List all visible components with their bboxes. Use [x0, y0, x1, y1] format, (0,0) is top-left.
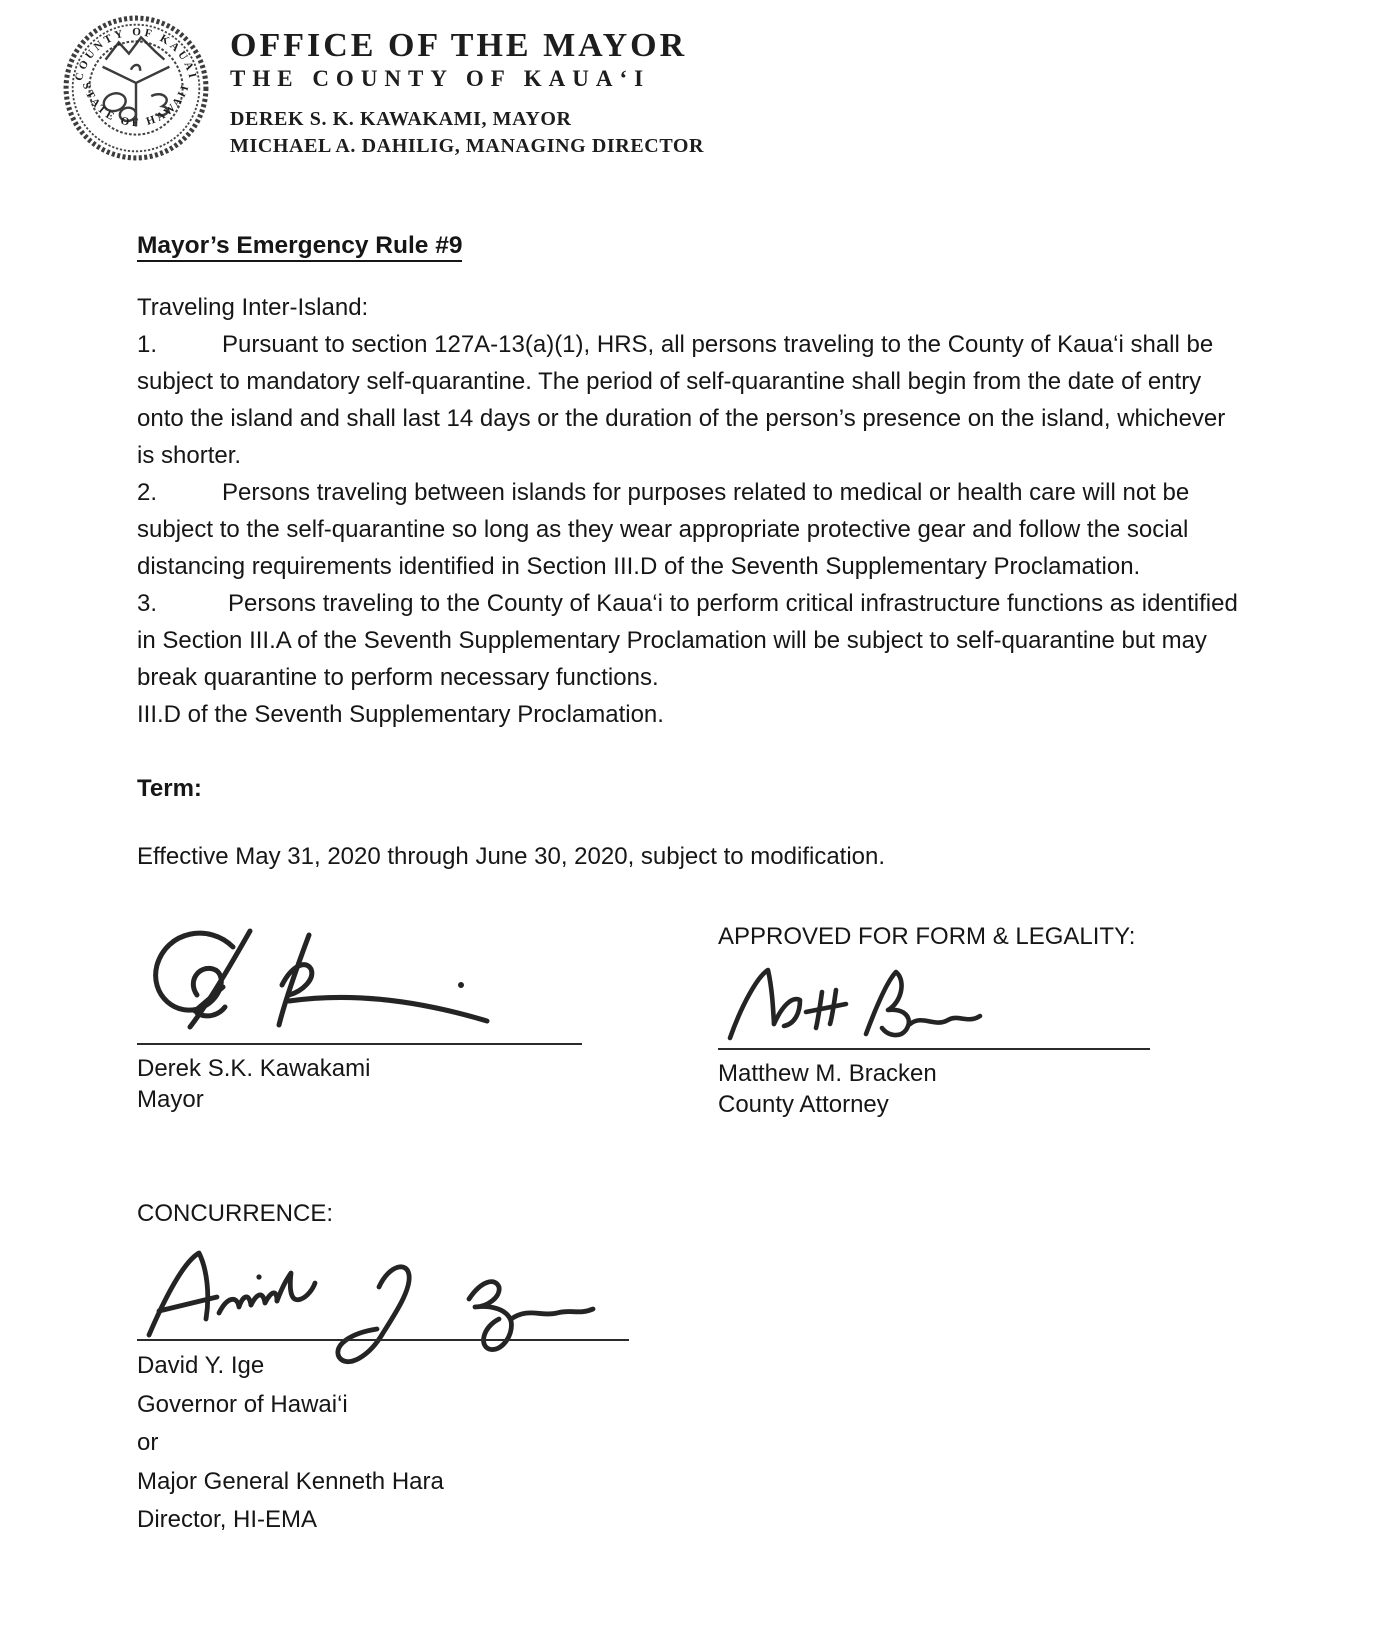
trailing-line: III.D of the Seventh Supplementary Proclamation. — [137, 701, 664, 728]
mayor-signature-line — [137, 1043, 582, 1045]
rule-item-2 — [137, 474, 1242, 585]
county-title: THE COUNTY OF KAUA‘I — [230, 66, 651, 91]
governor-signatory-title: Governor of Hawai‘i — [137, 1390, 348, 1418]
rule-item-3-text: Persons traveling to the County of Kaua‘i to perform critical infrastructure functions as identified in Section III.A of the Seventh Supplementary Proclamation will be subject to self-quarantine but may break quarantine to perform necessary functions. — [137, 590, 1238, 691]
mayor-signature-icon — [137, 921, 537, 1043]
mayor-signature-block — [137, 921, 597, 1115]
rule-item-3 — [137, 585, 1242, 696]
rule-item-2-text: Persons traveling between islands for purposes related to medical or health care will not be subject to the self-quarantine so long as they wear appropriate protective gear and follow the social distancing requirements identified in Section III.D of the Seventh Supplementary Proclamation. — [137, 479, 1190, 580]
section-heading: Traveling Inter-Island: — [137, 294, 369, 321]
signature-section — [137, 921, 1242, 1120]
letterhead-text — [230, 12, 704, 160]
alternate-signatory-name: Major General Kenneth Hara — [137, 1467, 444, 1495]
svg-text:STATE OF HAWAII: STATE OF HAWAII — [79, 81, 193, 130]
governor-signature-line — [137, 1339, 629, 1341]
governor-signatory-name: David Y. Ige — [137, 1352, 265, 1379]
rule-item-1-text: Pursuant to section 127A-13(a)(1), HRS, all persons traveling to the County of Kaua‘i shall be subject to mandatory self-quarantine. The period of self-quarantine shall begin from the date of entry onto the island and shall last 14 days or the duration of the person’s presence on the island, whichever is shorter. — [137, 331, 1226, 469]
alternative-word: or — [137, 1429, 159, 1456]
attorney-signature-block — [718, 921, 1163, 1120]
document-title: Mayor’s Emergency Rule #9 — [137, 231, 1242, 261]
term-label: Term: — [137, 775, 202, 802]
county-seal — [60, 12, 212, 175]
office-title: OFFICE OF THE MAYOR — [230, 27, 688, 64]
governor-signature-icon — [137, 1235, 657, 1373]
svg-text:COUNTY OF KAUAI: COUNTY OF KAUAI — [72, 26, 199, 83]
officials-block — [230, 106, 704, 160]
term-text: Effective May 31, 2020 through June 30, 2020, subject to modification. — [137, 843, 886, 870]
letterhead — [60, 10, 1242, 175]
document-body — [137, 231, 1242, 875]
concurrence-section — [137, 1198, 1242, 1540]
mayor-signatory-name: Derek S.K. Kawakami — [137, 1055, 371, 1082]
concurrence-names — [137, 1347, 1242, 1540]
concurrence-heading: CONCURRENCE: — [137, 1200, 334, 1227]
rule-item-1-number: 1. — [137, 331, 158, 358]
mayor-letterhead-line: DEREK S. K. KAWAKAMI, MAYOR — [230, 108, 572, 130]
alternate-signatory-title: Director, HI-EMA — [137, 1506, 318, 1533]
managing-director-letterhead-line: MICHAEL A. DAHILIG, MANAGING DIRECTOR — [230, 135, 705, 157]
approval-heading: APPROVED FOR FORM & LEGALITY: — [718, 923, 1136, 950]
mayor-signatory-title: Mayor — [137, 1086, 204, 1113]
rule-item-1 — [137, 326, 1242, 474]
rule-item-2-number: 2. — [137, 479, 158, 506]
attorney-signature-icon — [718, 962, 1008, 1048]
rule-item-3-number: 3. — [137, 590, 158, 617]
county-seal-icon — [60, 12, 212, 164]
attorney-signatory-name: Matthew M. Bracken — [718, 1060, 937, 1087]
governor-signature-block — [137, 1241, 637, 1341]
attorney-signatory-title: County Attorney — [718, 1091, 889, 1118]
attorney-signature-line — [718, 1048, 1150, 1050]
